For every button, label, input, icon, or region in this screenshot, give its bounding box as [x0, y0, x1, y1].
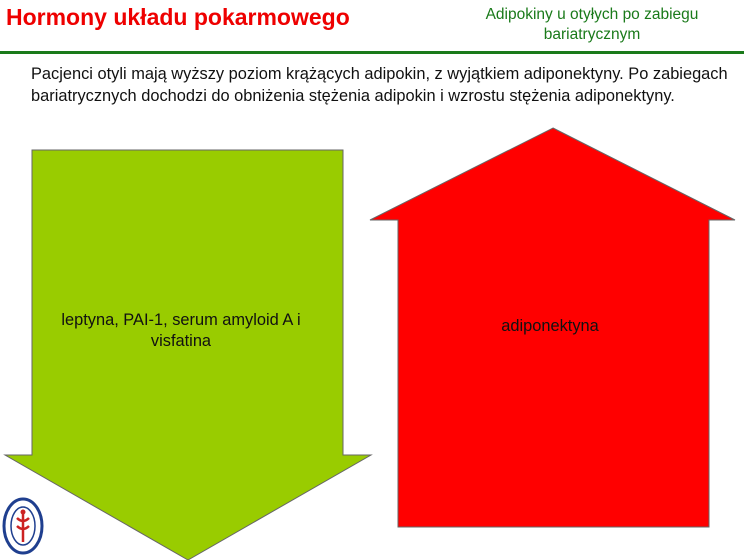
intro-paragraph: Pacjenci otyli mają wyższy poziom krążących adipokin, z wyjątkiem adiponektyny. Po zabiegach bariatrycznych dochodzi do obniżenia stężenia adipokin i wzrostu stężenia adiponektyny. [31, 65, 728, 105]
slide-subtitle: Adipokiny u otyłych po zabiegu bariatrycznym [485, 6, 699, 43]
up-arrow-label: adiponektyna [501, 317, 599, 335]
slide-title: Hormony układu pokarmowego [6, 4, 350, 30]
down-arrow-label: leptyna, PAI-1, serum amyloid A i visfatina [61, 311, 301, 350]
down-arrow-shape [5, 150, 371, 560]
university-seal-icon [2, 496, 44, 556]
